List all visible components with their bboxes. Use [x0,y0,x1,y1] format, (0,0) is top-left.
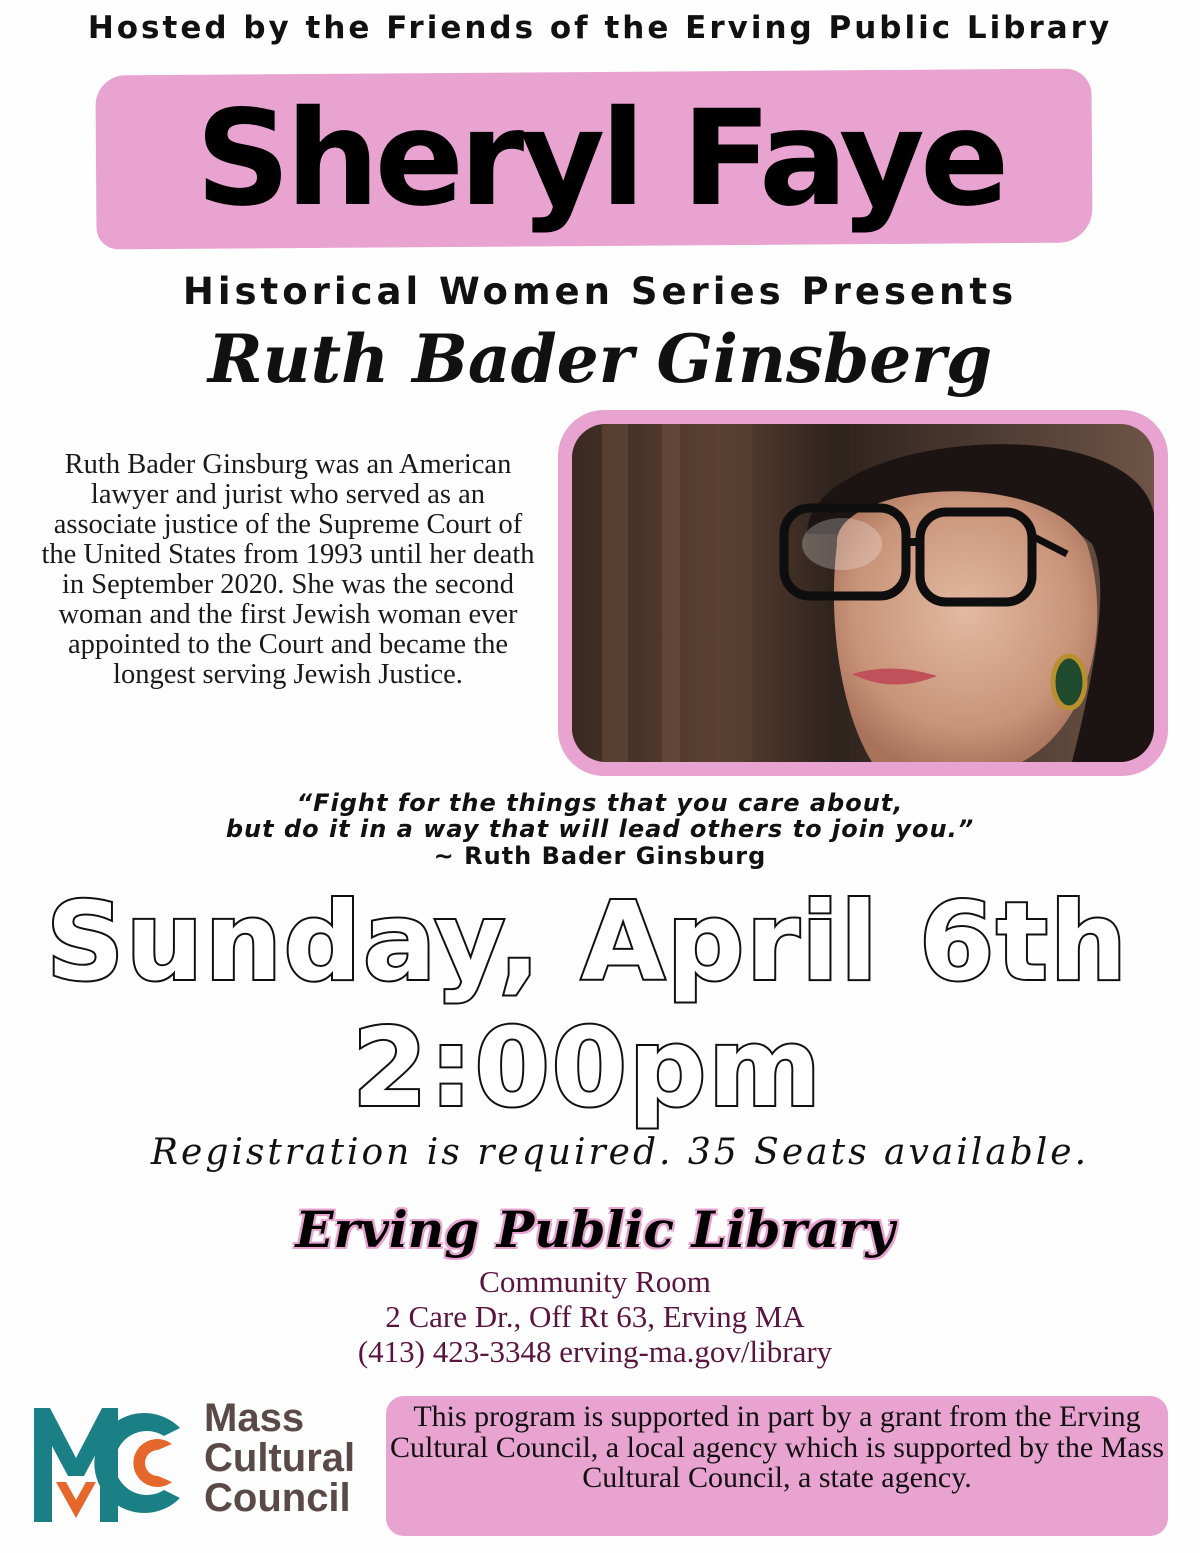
quote-line-1: “Fight for the things that you care about, [296,789,904,817]
logo-line-2: Cultural [204,1436,356,1480]
series-title: Historical Women Series Presents [182,270,1018,313]
host-line: Hosted by the Friends of the Erving Public Library [87,10,1113,46]
logo-line-1: Mass [204,1396,305,1440]
mcc-logo-icon [28,1398,188,1528]
mass-cultural-council-logo [28,1398,188,1528]
quote [0,790,1200,842]
quote-line-2: but do it in a way that will lead others to join you.” [225,815,975,843]
event-time: 2:00pm [352,1006,823,1131]
subject-name: Ruth Bader Ginsberg [207,320,993,398]
event-date: Sunday, April 6th [46,880,1129,1005]
portrait-image [572,424,1154,762]
portrait-photo [572,424,1154,762]
bio-text: Ruth Bader Ginsburg was an American lawyer and jurist who served as an associate justice of the Supreme Court of the United States from 1993 until her death in September 2020. She was the second woman and the first Jewish woman ever appointed to the Court and became the longest serving Jewish Justice. [41,449,535,690]
logo-wordmark [204,1398,374,1518]
venue-room: Community Room [479,1264,711,1299]
registration-note: Registration is required. 35 Seats available. [150,1132,1090,1173]
presenter-name: Sheryl Faye [195,82,1005,236]
venue-name: Erving Public Library [295,1200,895,1259]
venue-contact: (413) 423-3348 erving-ma.gov/library [357,1334,833,1369]
venue-address: 2 Care Dr., Off Rt 63, Erving MA [385,1299,805,1334]
quote-attribution: ~ Ruth Bader Ginsburg [433,842,767,870]
grant-text: This program is supported in part by a grant from the Erving Cultural Council, a local agency which is supported by the Mass Cultural Council, a state agency. [389,1400,1164,1494]
logo-line-3: Council [204,1476,351,1520]
